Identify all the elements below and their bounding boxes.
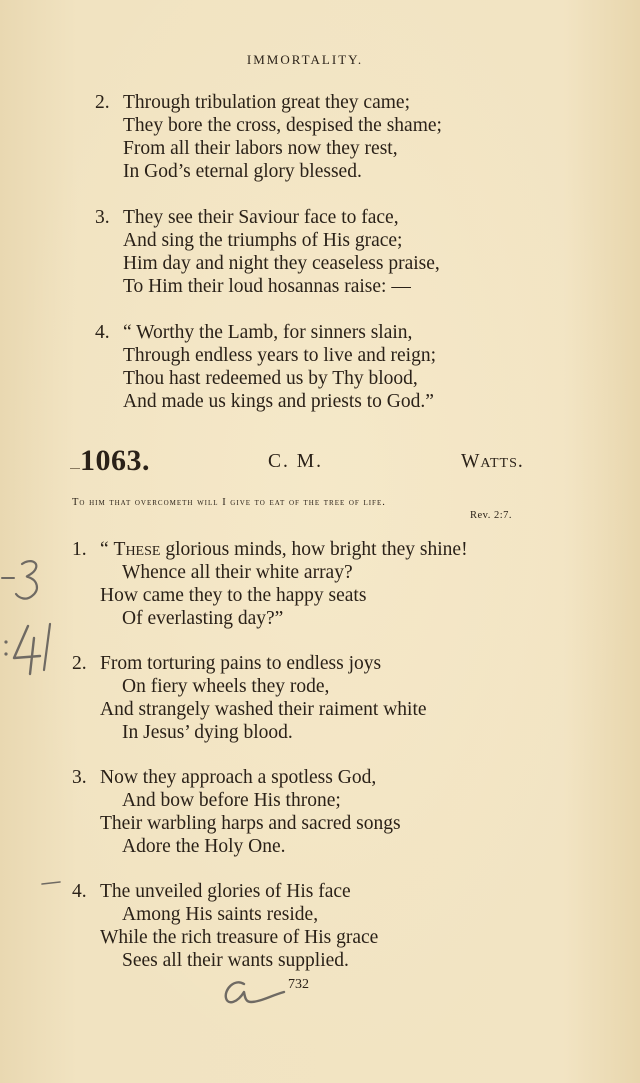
verse-line: The unveiled glories of His face (100, 881, 351, 902)
hymn-number: 1063. (80, 444, 150, 477)
verse-line (100, 538, 468, 561)
verse-number: 2. (72, 653, 87, 674)
verse-number: 2. (95, 92, 110, 113)
verse-line: They see their Saviour face to face, (123, 207, 399, 228)
hymn-author: Watts. (461, 451, 524, 472)
verse-line: Through tribulation great they came; (123, 92, 410, 113)
verse-line: And sing the triumphs of His grace; (123, 230, 403, 251)
verse-line: How came they to the happy seats (100, 585, 367, 606)
verse-number: 4. (72, 881, 87, 902)
verse-line: While the rich treasure of His grace (100, 927, 379, 948)
verse-line: Whence all their white array? (122, 562, 353, 583)
opening-quote: “ (100, 539, 114, 560)
verse-line: In God’s eternal glory blessed. (123, 161, 362, 182)
verse-line: Him day and night they ceaseless praise, (123, 253, 440, 274)
verse-line: And strangely washed their raiment white (100, 699, 427, 720)
scripture-reference: Rev. 2:7. (470, 510, 513, 521)
verse-line: To Him their loud hosannas raise: — (123, 276, 411, 297)
verse-line: In Jesus’ dying blood. (122, 722, 293, 743)
hymn-meter: C. M. (268, 451, 323, 472)
verse-line: And bow before His throne; (122, 790, 341, 811)
verse-line: Their warbling harps and sacred songs (100, 813, 401, 834)
verse-line: From torturing pains to endless joys (100, 653, 382, 674)
verse-line: Now they approach a spotless God, (100, 767, 377, 788)
verse-number: 1. (72, 539, 87, 560)
verse-line: Sees all their wants supplied. (122, 950, 349, 971)
initial-word: These (113, 539, 161, 560)
verse-number: 3. (95, 207, 110, 228)
scripture-epigraph: To him that overcometh will I give to eat of the tree of life. (72, 497, 386, 508)
verse-line: They bore the cross, despised the shame; (123, 115, 442, 136)
verse-line: “ Worthy the Lamb, for sinners slain, (123, 322, 413, 343)
pencil-mark-dash (40, 878, 64, 888)
verse-line: Adore the Holy One. (122, 836, 286, 857)
first-line-rest: glorious minds, how bright they shine! (160, 539, 468, 560)
pencil-mark-three (0, 556, 45, 606)
verse-number: 3. (72, 767, 87, 788)
pencil-mark-signature (218, 972, 288, 1012)
page-number: 732 (288, 977, 309, 992)
verse-number: 4. (95, 322, 110, 343)
pencil-mark-colon-four (0, 620, 60, 680)
verse-line: Through endless years to live and reign; (123, 345, 436, 366)
verse-line: Of everlasting day?” (122, 608, 284, 629)
running-head: IMMORTALITY. (246, 52, 364, 67)
verse-line: Thou hast redeemed us by Thy blood, (123, 368, 418, 389)
verse-line: And made us kings and priests to God.” (123, 391, 434, 412)
verse-line: From all their labors now they rest, (123, 138, 398, 159)
verse-line: On fiery wheels they rode, (122, 676, 330, 697)
verse-line: Among His saints reside, (122, 904, 319, 925)
